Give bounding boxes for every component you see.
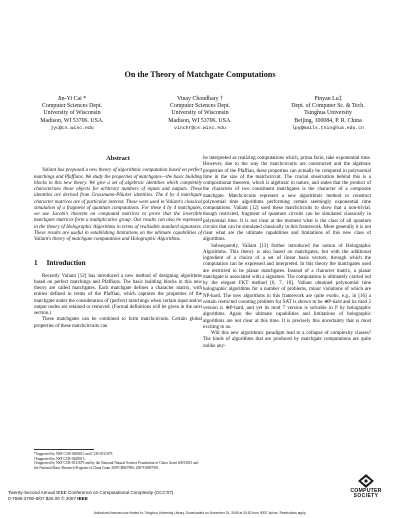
author-location: Madison, WI 53706. USA. bbox=[40, 117, 104, 124]
logo-text: SOCIETY bbox=[353, 493, 379, 499]
section-number: 1 bbox=[34, 259, 38, 268]
intro-paragraph: These matchgates can be combined to form matchcircuits. Certain global properties of these matchcircuits can bbox=[34, 317, 202, 329]
conference-name: Twenty-Second Annual IEEE Conference on Computational Complexity (CCC'07) bbox=[8, 490, 174, 495]
author-dept: Dept. of Computer Sc. & Tech. bbox=[291, 103, 365, 110]
abstract-heading: Abstract bbox=[106, 155, 130, 162]
author-location: Madison, WI 53706. USA. bbox=[168, 117, 232, 124]
abstract-text: Valiant has proposed a new theory of algorithmic computation based on perfect matchings and Pfaffians. We study the properties of matchgates—the basic building blocks in this new theory. We give a set of algebraic identities which completely characterizes these objects for arbitrary numbers of inputs and outputs. These identities are derived from Grassmann-Plücker identities. The 4 by 4 matchgate character matrices are of particular interest. These were used in Valiant's classical simulation of a fragment of quantum computations. For these 4 by 4 matchgates, we use Jacobi's theorem on compound matrices to prove that the invertible matchgate matrices form a multiplicative group. Our results can also be expressed in the theory of Holographic Algorithms in terms of realizable standard signatures. These results are useful in establishing limitations on the ultimate capabilities of Valiant's theory of matchgate computations and Holographic Algorithms. bbox=[34, 168, 202, 242]
paper-title: On the Theory of Matchgate Computations bbox=[124, 70, 276, 79]
section-heading bbox=[34, 260, 202, 266]
author-institution: University of Wisconsin bbox=[171, 110, 229, 117]
section-title: Introduction bbox=[46, 259, 86, 268]
body-paragraph: be interpreted as realizing computations which, prima facie, take exponential time. However, due to the way the matchcircuits are constructed and the algebraic properties of the Pfaffian, these properties can actually be computed in polynomial time in the size of the matchcircuit. The crucial observation behind this is a compositional theorem, which is algebraic in nature, and states that the product of the characters of two constituent matchgates is the character of a composite matchgate. Matchcircuits represent a new algorithmic method to construct polynomial time algorithms performing certain seemingly exponential time computations. Valiant [12] used these matchcircuits to show that a non-trivial, though restricted, fragment of quantum circuits can be simulated classically in polynomial time. It is not clear at the moment what is the class of all quantum circuits that can be simulated classically in this framework. More generally it is not clear what are the ultimate capabilities and limitations of this new class of algorithms. bbox=[203, 156, 371, 243]
right-column bbox=[203, 156, 371, 350]
logo-text: COMPUTER bbox=[350, 488, 382, 494]
left-column bbox=[34, 156, 202, 330]
author-name: Vinay Choudhary † bbox=[176, 96, 224, 102]
author-email[interactable]: jyc@cs.wisc.edu bbox=[50, 125, 94, 131]
body-paragraph: Will this new algorithmic paradigm lead to a collapse of complexity classes? The kinds of algorithms that are produced by matchgate computations are quite unlike any- bbox=[203, 331, 371, 349]
price-line: 0-7695-2780-9/07 $20.00 © 2007 IEEE bbox=[8, 495, 88, 501]
computer-society-logo bbox=[346, 474, 386, 500]
conference-footer bbox=[8, 490, 173, 501]
footnotes bbox=[34, 452, 202, 470]
ieee-mark: IEEE bbox=[77, 495, 88, 501]
author-name: Jin-Yi Cai * bbox=[57, 96, 87, 102]
intro-paragraph: Recently Valiant [12] has introduced a new method of designing algorithms based on perfect matchings and Pfaffians. The basic building blocks in this new theory are called matchgates. Each matchgate defines a character matrix, with entries defined in terms of the Pfaffian, which captures the properties of the matchgate under the consideration of (perfect) matchings when certain input and/or output nodes are retained or removed. (Formal definitions will be given in the next section.) bbox=[34, 273, 202, 316]
license-notice: Authorized licensed use limited to: Tsinghua University Library. Downloaded on November 24, 2008 at 00:52 from IEEE Xplore. Restrictions apply. bbox=[93, 511, 307, 515]
footnote-rule bbox=[34, 449, 94, 450]
footnote: †Supported by NSF CCR-0208013. bbox=[34, 456, 86, 461]
footnote: *Supported by NSF CCR-0208013 and CCR-0511679. bbox=[34, 452, 114, 456]
author-email[interactable]: lpy@mails.tsinghua.edu.cn bbox=[292, 125, 364, 131]
footnote: ‡Supported by NSF CCR-0511679 and by the National Natural Science Foundation of China Grant 60553001 and the National Basic Research Program of China Grant 2007CB807900, 2007CB807901. bbox=[34, 461, 199, 470]
body-paragraph: Subsequently, Valiant [13] further introduced the notion of Holographic Algorithms. This theory is also based on matchgates, but with the additional ingredient of a choice of a set of linear basis vectors, through which the computation can be expressed and interpreted. In this theory the matchgates used are restricted to be planar matchgates. Instead of a character matrix, a planar matchgate is associated with a signature. The computation is ultimately carried out by the elegant FKT method [6, 7, 10]. Valiant obtained polynomial time holographic algorithms for a number of problems, minor variations of which are NP-hard. The new algorithms in this framework are quite exotic, e.g., in [16] a certain restricted counting problem for SAT is shown to be ⊕P-hard and its mod 2 version is ⊕P-hard, and yet its mod 7 version is solvable in P by holographic algorithms. Again the ultimate capabilities and limitations of holographic algorithms are not clear at this time. It is precisely this uncertainty that is most exciting to us. bbox=[203, 243, 371, 330]
computer-society-emblem-icon bbox=[358, 474, 374, 488]
author-block-2 bbox=[140, 96, 260, 132]
author-block-3 bbox=[268, 96, 388, 132]
author-name: Pinyan Lu‡ bbox=[314, 96, 342, 102]
author-block-1 bbox=[12, 96, 132, 132]
author-email[interactable]: vinchr@cs.wisc.edu bbox=[174, 125, 226, 131]
author-dept: Computer Sciences Dept. bbox=[41, 103, 103, 110]
author-institution: Tsinghua University bbox=[304, 110, 352, 117]
author-location: Beijing, 100084, P. R. China bbox=[294, 117, 362, 124]
author-institution: University of Wisconsin bbox=[43, 110, 101, 117]
author-dept: Computer Sciences Dept. bbox=[169, 103, 231, 110]
